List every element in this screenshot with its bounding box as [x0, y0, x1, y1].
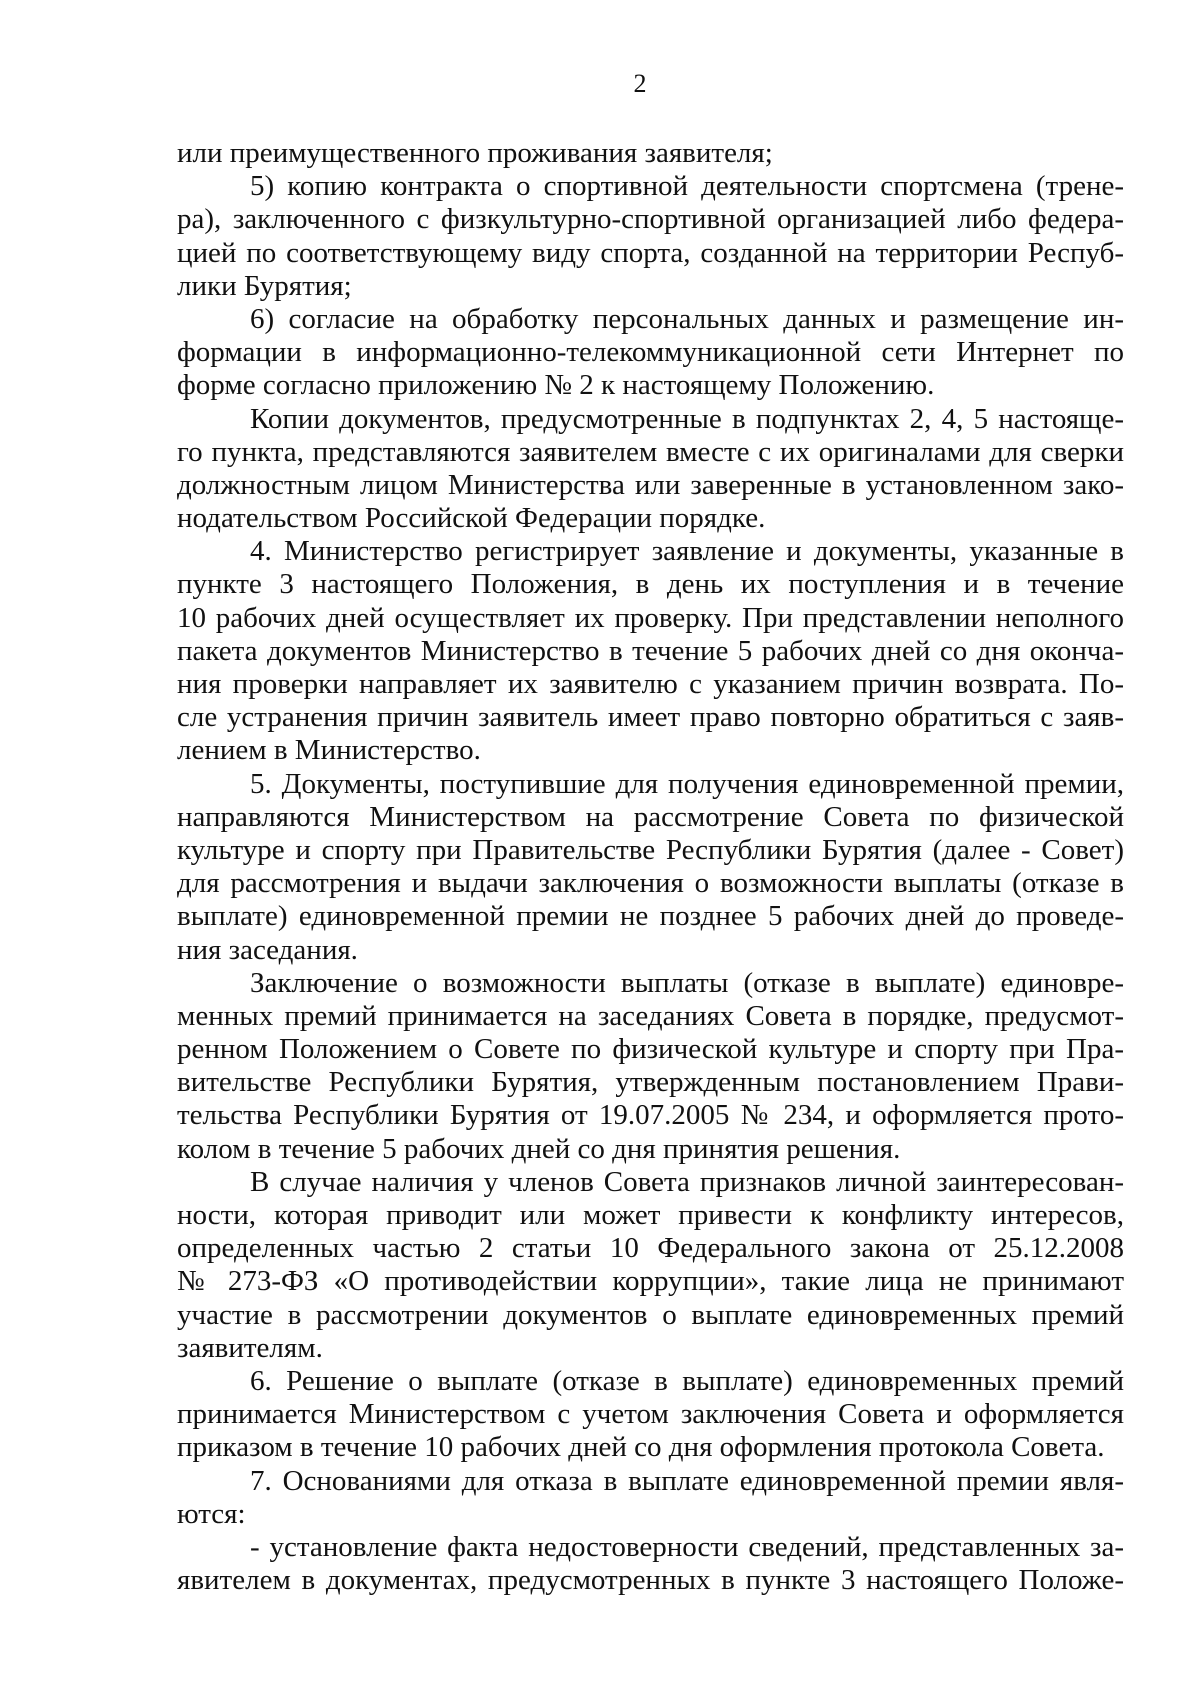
document-body: [177, 137, 1124, 1597]
text-line: или преимущественного проживания заявителя;: [177, 137, 773, 169]
text-line: направляются Министерством на рассмотрение Совета по физической: [177, 800, 1124, 833]
text-line: формации в информационно-телекоммуникационной сети Интернет по: [177, 336, 1124, 369]
text-line: 5) копию контракта о спортивной деятельности спортсмена (трене-: [250, 170, 1124, 203]
text-line: ра), заключенного с физкультурно-спортивной организацией либо федера-: [177, 203, 1124, 236]
text-line: выплате) единовременной премии не позднее 5 рабочих дней до проведе-: [177, 900, 1124, 933]
text-line: го пункта, представляются заявителем вместе с их оригиналами для сверки: [177, 435, 1124, 468]
text-line: ности, которая приводит или может привести к конфликту интересов,: [177, 1199, 1124, 1231]
text-line: 10 рабочих дней осуществляет их проверку. При представлении неполного: [177, 601, 1124, 634]
text-line: ются:: [177, 1497, 246, 1530]
text-line: В случае наличия у членов Совета признаков личной заинтересован-: [250, 1165, 1124, 1198]
text-line: вительстве Республики Бурятия, утвержденным постановлением Прави-: [177, 1066, 1124, 1099]
text-line: для рассмотрения и выдачи заключения о возможности выплаты (отказе в: [177, 867, 1124, 900]
text-line: Копии документов, предусмотренные в подпунктах 2, 4, 5 настояще-: [250, 402, 1124, 435]
text-line: явителем в документах, предусмотренных в пункте 3 настоящего Положе-: [177, 1564, 1124, 1597]
text-line: лением в Министерство.: [177, 734, 481, 767]
text-line: участие в рассмотрении документов о выплате единовременных премий: [177, 1298, 1124, 1331]
text-line: 7. Основаниями для отказа в выплате единовременной премии явля-: [250, 1464, 1124, 1497]
text-line: 5. Документы, поступившие для получения единовременной премии,: [250, 767, 1124, 800]
text-line: 4. Министерство регистрирует заявление и документы, указанные в: [250, 535, 1124, 568]
text-line: приказом в течение 10 рабочих дней со дня оформления протокола Совета.: [177, 1431, 1105, 1464]
text-line: тельства Республики Бурятия от 19.07.2005 № 234, и оформляется прото-: [177, 1099, 1124, 1132]
text-line: пакета документов Министерство в течение 5 рабочих дней со дня оконча-: [177, 634, 1124, 667]
text-line: культуре и спорту при Правительстве Республики Бурятия (далее - Совет): [177, 833, 1124, 866]
text-line: ния проверки направляет их заявителю с указанием причин возврата. По-: [177, 668, 1124, 700]
text-line: должностным лицом Министерства или заверенные в установленном зако-: [177, 468, 1124, 501]
text-line: заявителям.: [177, 1331, 323, 1364]
text-line: ренном Положением о Совете по физической культуре и спорту при Пра-: [177, 1033, 1124, 1066]
text-line: № 273-ФЗ «О противодействии коррупции», такие лица не принимают: [177, 1265, 1124, 1298]
text-line: цией по соответствующему виду спорта, созданной на территории Респуб-: [177, 236, 1124, 269]
text-line: 6) согласие на обработку персональных данных и размещение ин-: [250, 302, 1124, 335]
text-line: принимается Министерством с учетом заключения Совета и оформляется: [177, 1398, 1124, 1431]
text-line: лики Бурятия;: [177, 269, 352, 302]
text-line: пункте 3 настоящего Положения, в день их поступления и в течение: [177, 568, 1124, 601]
text-line: менных премий принимается на заседаниях Совета в порядке, предусмот-: [177, 999, 1124, 1032]
page-number: 2: [633, 69, 647, 98]
text-line: нодательством Российской Федерации порядке.: [177, 502, 766, 535]
text-line: сле устранения причин заявитель имеет право повторно обратиться с заяв-: [177, 701, 1124, 734]
text-line: Заключение о возможности выплаты (отказе в выплате) единовре-: [250, 966, 1124, 999]
text-line: колом в течение 5 рабочих дней со дня принятия решения.: [177, 1132, 901, 1165]
text-line: определенных частью 2 статьи 10 Федерального закона от 25.12.2008: [177, 1232, 1124, 1265]
text-line: форме согласно приложению № 2 к настоящему Положению.: [177, 369, 935, 402]
text-line: 6. Решение о выплате (отказе в выплате) единовременных премий: [250, 1364, 1124, 1397]
text-line: - установление факта недостоверности сведений, представленных за-: [250, 1530, 1124, 1563]
text-line: ния заседания.: [177, 933, 358, 966]
